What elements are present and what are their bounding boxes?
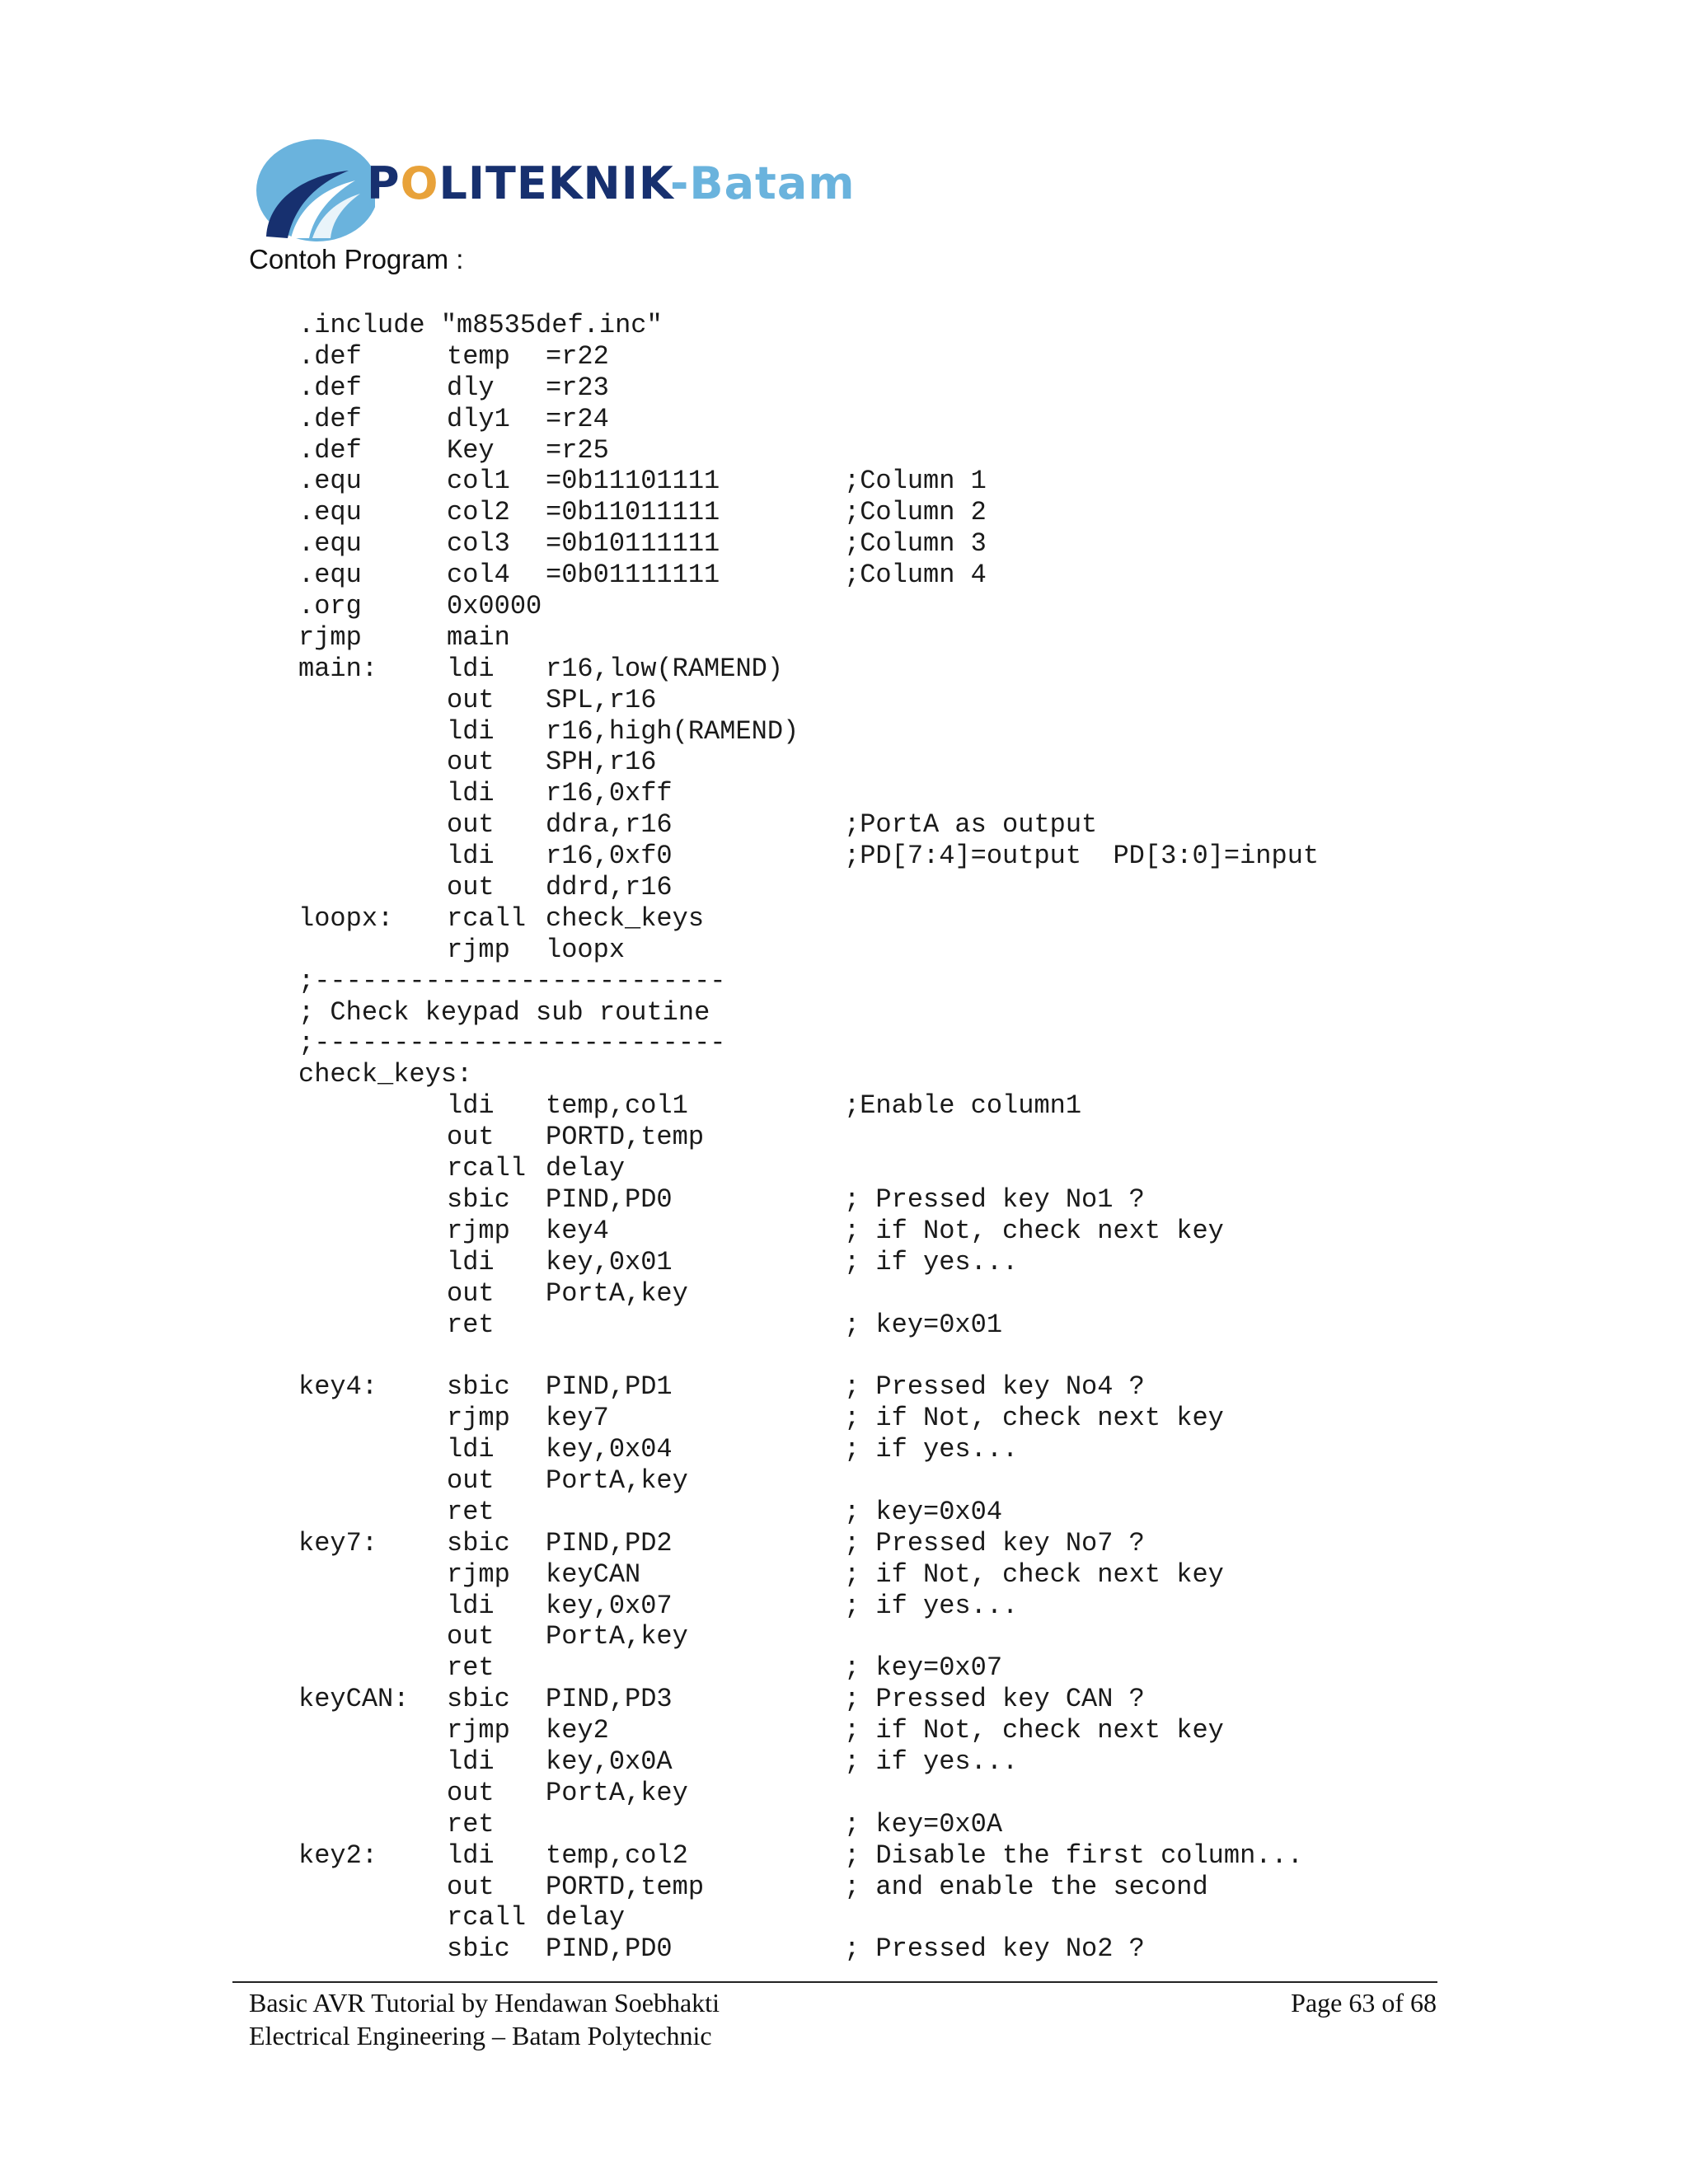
code-arg: =0b10111111 — [546, 528, 720, 560]
code-arg: PORTD,temp — [546, 1122, 705, 1153]
code-line — [298, 310, 1452, 341]
code-line — [298, 841, 1452, 872]
code-label: .equ — [298, 497, 362, 528]
code-arg: r16,high(RAMEND) — [546, 715, 799, 747]
code-op: rcall — [447, 1902, 527, 1933]
code-op: out — [447, 1277, 495, 1309]
code-arg: key,0x0A — [546, 1746, 673, 1777]
code-comment: ; key=0x01 — [844, 1309, 1003, 1340]
code-op: ldi — [447, 1090, 495, 1122]
code-comment: ; Pressed key CAN ? — [844, 1684, 1145, 1715]
code-arg: ddra,r16 — [546, 809, 673, 841]
code-op: out — [447, 1621, 495, 1652]
code-op: rjmp — [447, 1558, 510, 1590]
code-op: out — [447, 1122, 495, 1153]
code-comment: ;Enable column1 — [844, 1090, 1082, 1122]
code-op: rjmp — [447, 1403, 510, 1434]
code-line — [298, 1090, 1452, 1122]
code-op: sbic — [447, 1527, 510, 1558]
code-label: keyCAN: — [298, 1684, 410, 1715]
code-arg: PIND,PD1 — [546, 1371, 673, 1403]
code-arg: PIND,PD3 — [546, 1684, 673, 1715]
code-comment: ;Column 3 — [844, 528, 987, 560]
code-arg: temp,col1 — [546, 1090, 688, 1122]
code-line — [298, 872, 1452, 903]
code-op: ret — [447, 1496, 495, 1527]
code-arg: key4 — [546, 1215, 609, 1246]
code-arg: PIND,PD0 — [546, 1183, 673, 1215]
code-arg: key7 — [546, 1403, 609, 1434]
code-op: Key — [447, 434, 495, 466]
code-op: rcall — [447, 1153, 527, 1184]
code-label: .def — [298, 403, 362, 434]
page-title: Contoh Program : — [249, 244, 464, 274]
code-arg: PortA,key — [546, 1465, 688, 1496]
footer-author: Basic AVR Tutorial by Hendawan Soebhakti — [249, 1988, 720, 2018]
code-op: ldi — [447, 1840, 495, 1871]
code-op: ldi — [447, 715, 495, 747]
code-comment: ; key=0x0A — [844, 1808, 1003, 1840]
code-arg: ddrd,r16 — [546, 872, 673, 903]
code-listing — [298, 310, 1452, 1965]
code-line — [298, 1746, 1452, 1778]
logo-dash: - — [670, 157, 690, 209]
code-arg: check_keys — [546, 902, 705, 934]
code-line — [298, 622, 1452, 654]
code-arg: PIND,PD2 — [546, 1527, 673, 1558]
code-line — [298, 1059, 1452, 1090]
code-arg: PIND,PD0 — [546, 1933, 673, 1965]
code-line — [298, 1840, 1452, 1872]
code-op: 0x0000 — [447, 591, 542, 622]
code-arg: PortA,key — [546, 1621, 688, 1652]
code-line — [298, 1591, 1452, 1622]
code-comment: ; if yes... — [844, 1746, 1019, 1777]
code-line — [298, 1371, 1452, 1403]
code-line — [298, 935, 1452, 966]
code-line — [298, 1465, 1452, 1497]
footer-department: Electrical Engineering – Batam Polytechnic — [249, 2021, 712, 2050]
code-comment: ; Pressed key No4 ? — [844, 1371, 1145, 1403]
code-comment: ; if Not, check next key — [844, 1715, 1224, 1746]
logo-word-main: LITEKNIK — [438, 157, 670, 209]
logo-letter-o: O — [400, 157, 439, 209]
code-line — [298, 1933, 1452, 1965]
code-op: rjmp — [447, 1215, 510, 1246]
code-line — [298, 1621, 1452, 1652]
code-line — [298, 778, 1452, 809]
code-line — [298, 435, 1452, 466]
code-op: sbic — [447, 1684, 510, 1715]
code-comment: ; Pressed key No1 ? — [844, 1183, 1145, 1215]
code-arg: delay — [546, 1902, 626, 1933]
code-line — [298, 1278, 1452, 1310]
code-op: out — [447, 809, 495, 841]
politeknik-batam-logo — [251, 136, 856, 250]
code-line — [298, 1715, 1452, 1746]
code-arg: =0b11011111 — [546, 497, 720, 528]
code-op: out — [447, 872, 495, 903]
code-line — [298, 373, 1452, 404]
code-op: out — [447, 747, 495, 778]
code-line — [298, 404, 1452, 435]
code-line — [298, 1528, 1452, 1559]
swoosh-logo-icon — [251, 136, 375, 250]
code-op: col2 — [447, 497, 510, 528]
code-op: ldi — [447, 653, 495, 684]
code-line — [298, 903, 1452, 935]
code-line — [298, 716, 1452, 748]
code-line — [298, 1434, 1452, 1465]
code-arg: =0b11101111 — [546, 466, 720, 497]
code-arg: delay — [546, 1153, 626, 1184]
code-line — [298, 560, 1452, 591]
code-op: ret — [447, 1652, 495, 1684]
code-comment: ; key=0x07 — [844, 1652, 1003, 1684]
code-line — [298, 1184, 1452, 1216]
code-op: out — [447, 1871, 495, 1902]
code-op: ldi — [447, 841, 495, 872]
code-comment: ; and enable the second — [844, 1871, 1208, 1902]
code-line — [298, 1216, 1452, 1247]
code-label: check_keys: — [298, 1059, 473, 1090]
code-line — [298, 654, 1452, 685]
code-comment: ; key=0x04 — [844, 1496, 1003, 1527]
logo-letter-p: P — [367, 157, 401, 209]
code-line — [298, 809, 1452, 841]
code-label: .def — [298, 372, 362, 403]
code-line — [298, 466, 1452, 497]
code-line — [298, 1340, 1452, 1371]
code-arg: keyCAN — [546, 1558, 641, 1590]
code-op: sbic — [447, 1371, 510, 1403]
code-comment: ;Column 4 — [844, 560, 987, 591]
code-line — [298, 528, 1452, 560]
code-label: ;-------------------------- — [298, 1028, 726, 1059]
code-line — [298, 747, 1452, 778]
code-op: dly1 — [447, 403, 510, 434]
code-line — [298, 1403, 1452, 1434]
code-arg: =r25 — [546, 434, 609, 466]
code-line — [298, 341, 1452, 373]
code-op: rcall — [447, 902, 527, 934]
code-arg: =r24 — [546, 403, 609, 434]
code-label: key7: — [298, 1527, 378, 1558]
code-op: temp — [447, 340, 510, 372]
code-line — [298, 685, 1452, 716]
code-arg: PORTD,temp — [546, 1871, 705, 1902]
code-comment: ;Column 2 — [844, 497, 987, 528]
code-op: ret — [447, 1309, 495, 1340]
code-comment: ; if Not, check next key — [844, 1215, 1224, 1246]
code-comment: ; if Not, check next key — [844, 1403, 1224, 1434]
code-label: rjmp — [298, 621, 362, 653]
code-op: out — [447, 1465, 495, 1496]
code-line — [298, 997, 1452, 1029]
code-comment: ; Pressed key No7 ? — [844, 1527, 1145, 1558]
code-arg: key,0x01 — [546, 1246, 673, 1277]
code-arg: =r22 — [546, 340, 609, 372]
footer-divider — [232, 1981, 1437, 1983]
code-label: ;-------------------------- — [298, 965, 726, 996]
code-arg: =0b01111111 — [546, 560, 720, 591]
code-comment: ; Pressed key No2 ? — [844, 1933, 1145, 1965]
code-arg: SPL,r16 — [546, 684, 657, 715]
code-line — [298, 1153, 1452, 1184]
code-op: rjmp — [447, 1715, 510, 1746]
code-op: ldi — [447, 1246, 495, 1277]
code-comment: ; if yes... — [844, 1246, 1019, 1277]
code-comment: ; if yes... — [844, 1590, 1019, 1621]
code-arg: key,0x07 — [546, 1590, 673, 1621]
code-comment: ; if Not, check next key — [844, 1558, 1224, 1590]
code-op: sbic — [447, 1933, 510, 1965]
code-label: .equ — [298, 466, 362, 497]
code-line — [298, 1872, 1452, 1903]
code-op: ldi — [447, 1434, 495, 1465]
code-op: sbic — [447, 1183, 510, 1215]
code-comment: ;Column 1 — [844, 466, 987, 497]
code-line — [298, 591, 1452, 622]
footer-credits — [249, 1986, 720, 2052]
code-op: ldi — [447, 1746, 495, 1777]
code-arg: PortA,key — [546, 1277, 688, 1309]
code-op: col1 — [447, 466, 510, 497]
page-number: Page 63 of 68 — [1291, 1988, 1437, 2018]
code-arg: loopx — [546, 934, 626, 965]
code-line — [298, 1028, 1452, 1059]
code-op: rjmp — [447, 934, 510, 965]
code-comment: ;PortA as output — [844, 809, 1098, 841]
code-op: out — [447, 684, 495, 715]
code-op: col3 — [447, 528, 510, 560]
code-line — [298, 1122, 1452, 1153]
code-label: loopx: — [298, 902, 394, 934]
code-comment: ;PD[7:4]=output PD[3:0]=input — [844, 841, 1320, 872]
code-line — [298, 1809, 1452, 1840]
code-label: .org — [298, 591, 362, 622]
code-arg: key,0x04 — [546, 1434, 673, 1465]
code-op: dly — [447, 372, 495, 403]
code-line — [298, 1684, 1452, 1715]
logo-wordmark — [367, 157, 856, 209]
code-line — [298, 1778, 1452, 1809]
code-line — [298, 1310, 1452, 1341]
code-label: key4: — [298, 1371, 378, 1403]
code-line — [298, 1652, 1452, 1684]
code-comment: ; if yes... — [844, 1434, 1019, 1465]
code-label: ; Check keypad sub routine — [298, 996, 710, 1028]
code-line — [298, 1559, 1452, 1591]
code-line — [298, 1497, 1452, 1528]
code-comment: ; Disable the first column... — [844, 1840, 1303, 1871]
code-arg: r16,0xff — [546, 778, 673, 809]
code-op: ldi — [447, 778, 495, 809]
code-line — [298, 1247, 1452, 1278]
code-arg: temp,col2 — [546, 1840, 688, 1871]
code-label: .include "m8535def.inc" — [298, 310, 663, 340]
code-label: .def — [298, 434, 362, 466]
code-op: out — [447, 1777, 495, 1808]
code-arg: SPH,r16 — [546, 747, 657, 778]
code-op: ldi — [447, 1590, 495, 1621]
code-line — [298, 966, 1452, 997]
code-arg: r16,low(RAMEND) — [546, 653, 784, 684]
logo-word-sub: Batam — [689, 157, 856, 209]
code-label: .equ — [298, 560, 362, 591]
code-label: .def — [298, 340, 362, 372]
code-line — [298, 1902, 1452, 1933]
code-arg: =r23 — [546, 372, 609, 403]
code-line — [298, 497, 1452, 528]
code-arg: r16,0xf0 — [546, 841, 673, 872]
code-label: main: — [298, 653, 378, 684]
code-arg: key2 — [546, 1715, 609, 1746]
code-op: ret — [447, 1808, 495, 1840]
code-label: key2: — [298, 1840, 378, 1871]
code-op: main — [447, 621, 510, 653]
code-label: .equ — [298, 528, 362, 560]
code-arg: PortA,key — [546, 1777, 688, 1808]
code-op: col4 — [447, 560, 510, 591]
